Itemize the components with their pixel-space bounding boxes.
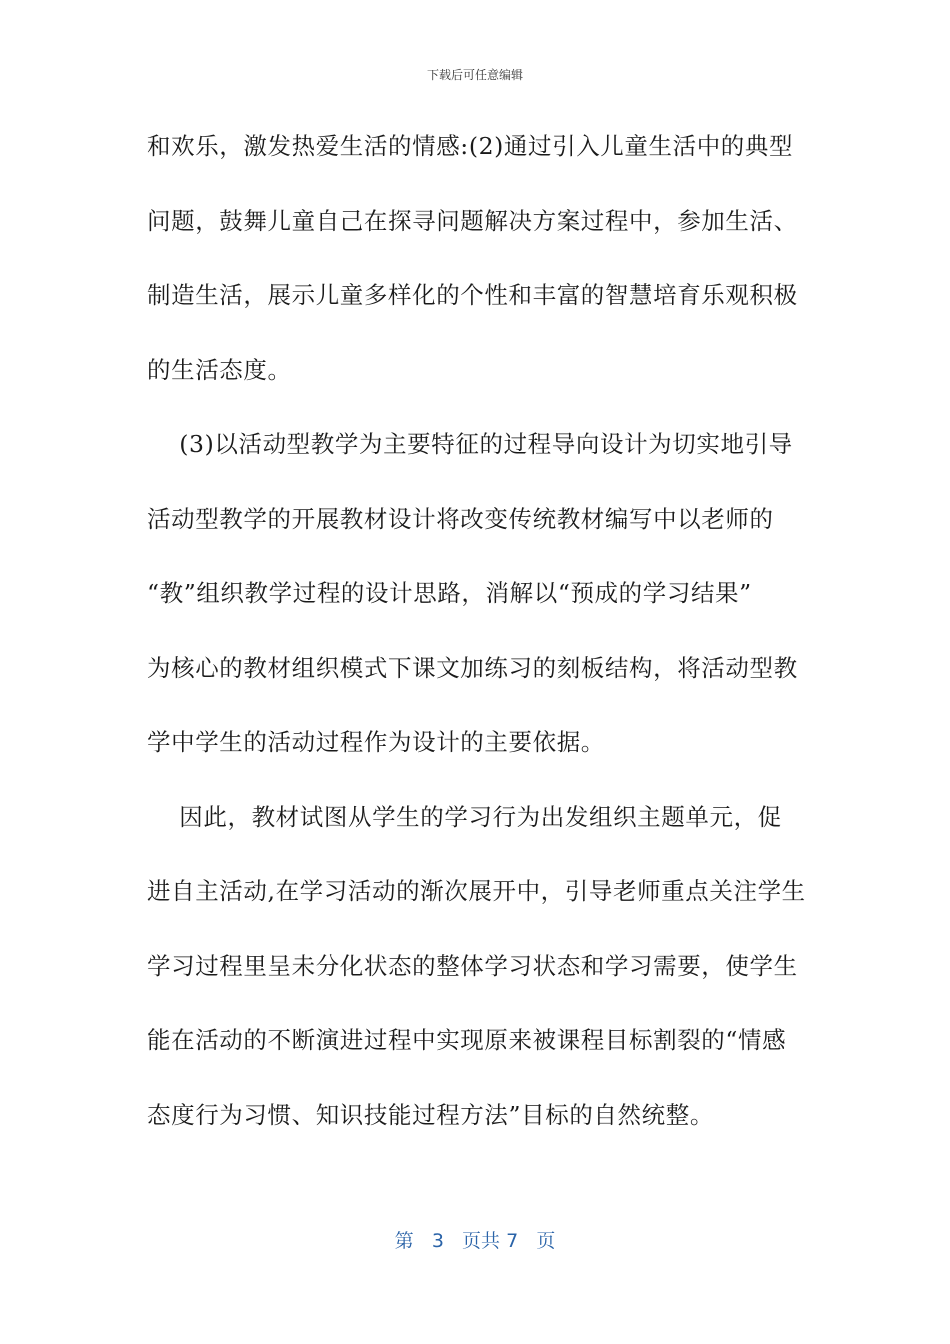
text-line: (3)以活动型教学为主要特征的过程导向设计为切实地引导 [147,430,793,458]
text-line: 因此，教材试图从学生的学习行为出发组织主题单元，促 [147,802,782,831]
text-line: 学中学生的活动过程作为设计的主要依据。 [147,728,605,756]
text-line: 活动型教学的开展教材设计将改变传统教材编写中以老师的 [147,504,774,533]
text-line: 的生活态度。 [147,355,292,384]
document-body [147,120,807,1163]
text-line: 能在活动的不断演进过程中实现原来被课程目标割裂的“情感 [147,1026,787,1054]
text-line: 学习过程里呈未分化状态的整体学习状态和学习需要，使学生 [147,951,798,980]
page-footer [0,1226,950,1253]
text-line: 问题，鼓舞儿童自己在探寻问题解决方案过程中，参加生活、 [147,206,798,235]
text-line: “教”组织教学过程的设计思路，消解以“预成的学习结果” [147,579,752,607]
text-line: 态度行为习惯、知识技能过程方法”目标的自然统整。 [147,1100,714,1129]
footer-suffix: 页 [536,1230,556,1252]
text-line: 制造生活，展示儿童多样化的个性和丰富的智慧培育乐观积极 [147,281,798,309]
page-header: 下载后可任意编辑 [426,68,523,82]
current-page-number: 3 [431,1230,444,1252]
text-line: 为核心的教材组织模式下课文加练习的刻板结构，将活动型教 [147,653,798,682]
text-line: 进自主活动,在学习活动的渐次展开中，引导老师重点关注学生 [147,877,806,905]
text-line: 和欢乐，激发热爱生活的情感:(2)通过引入儿童生活中的典型 [147,132,794,160]
footer-prefix: 第 [394,1230,414,1252]
total-pages-number: 7 [506,1230,519,1252]
footer-middle: 页共 [462,1230,501,1252]
